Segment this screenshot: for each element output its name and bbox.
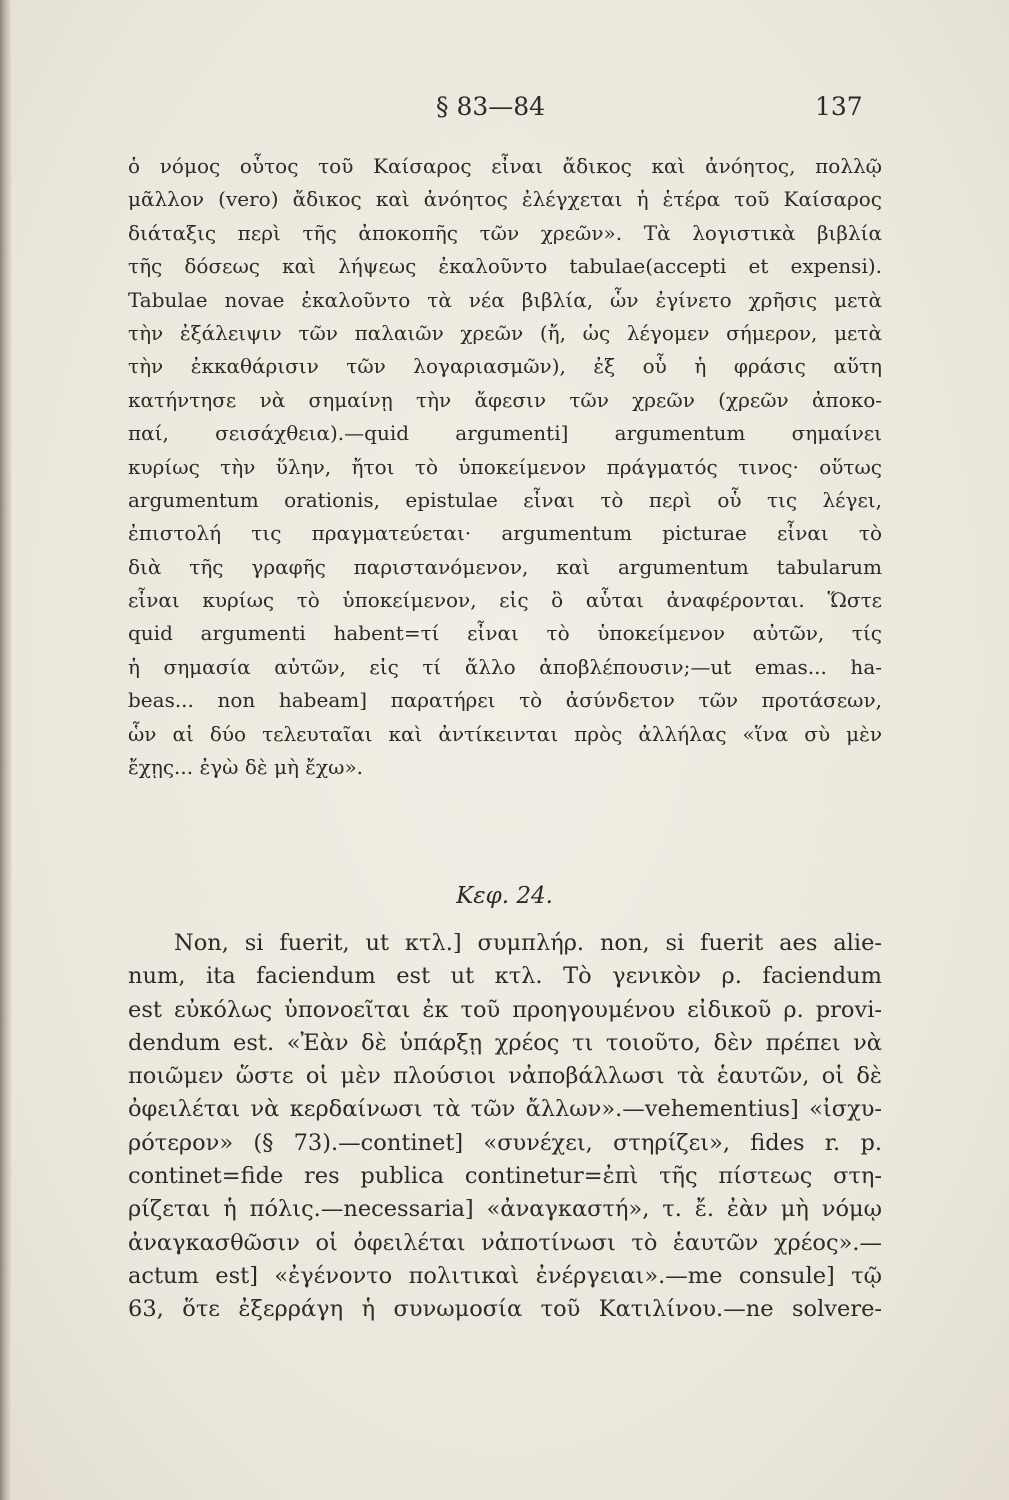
text-line: continet=fide res publica continetur=ἐπὶ τῆς πίστεως στη- xyxy=(128,1163,882,1190)
text-line: ὀφειλέται νὰ κερδαίνωσι τὰ τῶν ἄλλων».—vehementius] «ἰσχυ- xyxy=(128,1096,882,1123)
text-line: argumentum orationis, epistulae εἶναι τὸ περὶ οὗ τις λέγει, xyxy=(128,487,882,512)
text-line: Non, si fuerit, ut κτλ.] συμπλήρ. non, si fuerit aes alie- xyxy=(174,930,882,956)
text-line: 63, ὅτε ἐξερράγη ἡ συνωμοσία τοῦ Κατιλίνου.—ne solvere- xyxy=(128,1296,882,1323)
commentary-paragraph-1 xyxy=(128,150,882,784)
text-line: Tabulae novae ἐκαλοῦντο τὰ νέα βιβλία, ὧν ἐγίνετο χρῆσις μετὰ xyxy=(128,287,882,312)
text-line: num, ita faciendum est ut κτλ. Τὸ γενικὸν ρ. faciendum xyxy=(128,963,882,990)
text-line: quid argumenti habent=τί εἶναι τὸ ὑποκείμενον αὐτῶν, τίς xyxy=(128,621,882,646)
text-line: κατήντησε νὰ σημαίνῃ τὴν ἄφεσιν τῶν χρεῶν (χρεῶν ἀποκο- xyxy=(128,387,882,412)
text-line: παί, σεισάχθεια).—quid argumenti] argumentum σημαίνει xyxy=(128,421,882,446)
text-line: ρίζεται ἡ πόλις.—necessaria] «ἀναγκαστή», τ. ἔ. ἐὰν μὴ νόμῳ xyxy=(128,1196,882,1223)
text-line: ὁ νόμος οὗτος τοῦ Καίσαρος εἶναι ἄδικος καὶ ἀνόητος, πολλῷ xyxy=(128,154,882,178)
text-line: est εὐκόλως ὑπονοεῖται ἐκ τοῦ προηγουμένου εἰδικοῦ ρ. provi- xyxy=(128,996,882,1023)
text-line: beas... non habeam] παρατήρει τὸ ἀσύνδετον τῶν προτάσεων, xyxy=(128,688,882,713)
text-line: ἡ σημασία αὐτῶν, εἰς τί ἄλλο ἀποβλέπουσιν;—ut emas... ha- xyxy=(128,654,882,679)
chapter-heading: Κεφ. 24. xyxy=(456,883,553,909)
text-line: τὴν ἐκκαθάρισιν τῶν λογαριασμῶν), ἐξ οὗ ἡ φράσις αὕτη xyxy=(128,354,882,379)
commentary-paragraph-2 xyxy=(128,927,882,1327)
text-line: τῆς δόσεως καὶ λήψεως ἐκαλοῦντο tabulae(accepti et expensi). xyxy=(128,254,882,279)
text-line: ἐπιστολή τις πραγματεύεται· argumentum picturae εἶναι τὸ xyxy=(128,521,882,546)
text-line: τὴν ἐξάλειψιν τῶν παλαιῶν χρεῶν (ἤ, ὡς λέγομεν σήμερον, μετὰ xyxy=(128,320,882,345)
text-line: κυρίως τὴν ὕλην, ἤτοι τὸ ὑποκείμενον πράγματός τινος· οὕτως xyxy=(128,454,882,479)
text-line: dendum est. «Ἐὰν δὲ ὑπάρξῃ χρέος τι τοιοῦτο, δὲν πρέπει νὰ xyxy=(128,1029,882,1056)
text-line: διάταξις περὶ τῆς ἀποκοπῆς τῶν χρεῶν». Τὰ λογιστικὰ βιβλία xyxy=(128,220,882,245)
page-binding-edge xyxy=(0,0,12,1500)
text-line: εἶναι κυρίως τὸ ὑποκείμενον, εἰς ὃ αὗται ἀναφέρονται. Ὥστε xyxy=(128,588,882,613)
text-line: ρότερον» (§ 73).—continet] «συνέχει, στηρίζει», fides r. p. xyxy=(128,1129,882,1156)
text-line: διὰ τῆς γραφῆς παριστανόμενον, καὶ argumentum tabularum xyxy=(128,554,882,579)
section-reference: § 83—84 xyxy=(436,92,546,121)
text-line: ἀναγκασθῶσιν οἱ ὀφειλέται νἀποτίνωσι τὸ ἑαυτῶν χρέος».— xyxy=(128,1229,882,1256)
running-header xyxy=(0,92,1009,132)
text-line: ποιῶμεν ὥστε οἱ μὲν πλούσιοι νἀποβάλλωσι τὰ ἑαυτῶν, οἱ δὲ xyxy=(128,1063,882,1090)
text-line: ὧν αἱ δύο τελευταῖαι καὶ ἀντίκεινται πρὸς ἀλλήλας «ἵνα σὺ μὲν xyxy=(128,721,882,746)
text-line: ἔχῃς... ἐγὼ δὲ μὴ ἔχω». xyxy=(128,755,364,780)
page-number: 137 xyxy=(815,92,863,121)
text-line: actum est] «ἐγένοντο πολιτικαὶ ἐνέργειαι».—me consule] τῷ xyxy=(128,1262,882,1289)
text-line: μᾶλλον (vero) ἄδικος καὶ ἀνόητος ἐλέγχεται ἡ ἑτέρα τοῦ Καίσαρος xyxy=(128,187,882,212)
